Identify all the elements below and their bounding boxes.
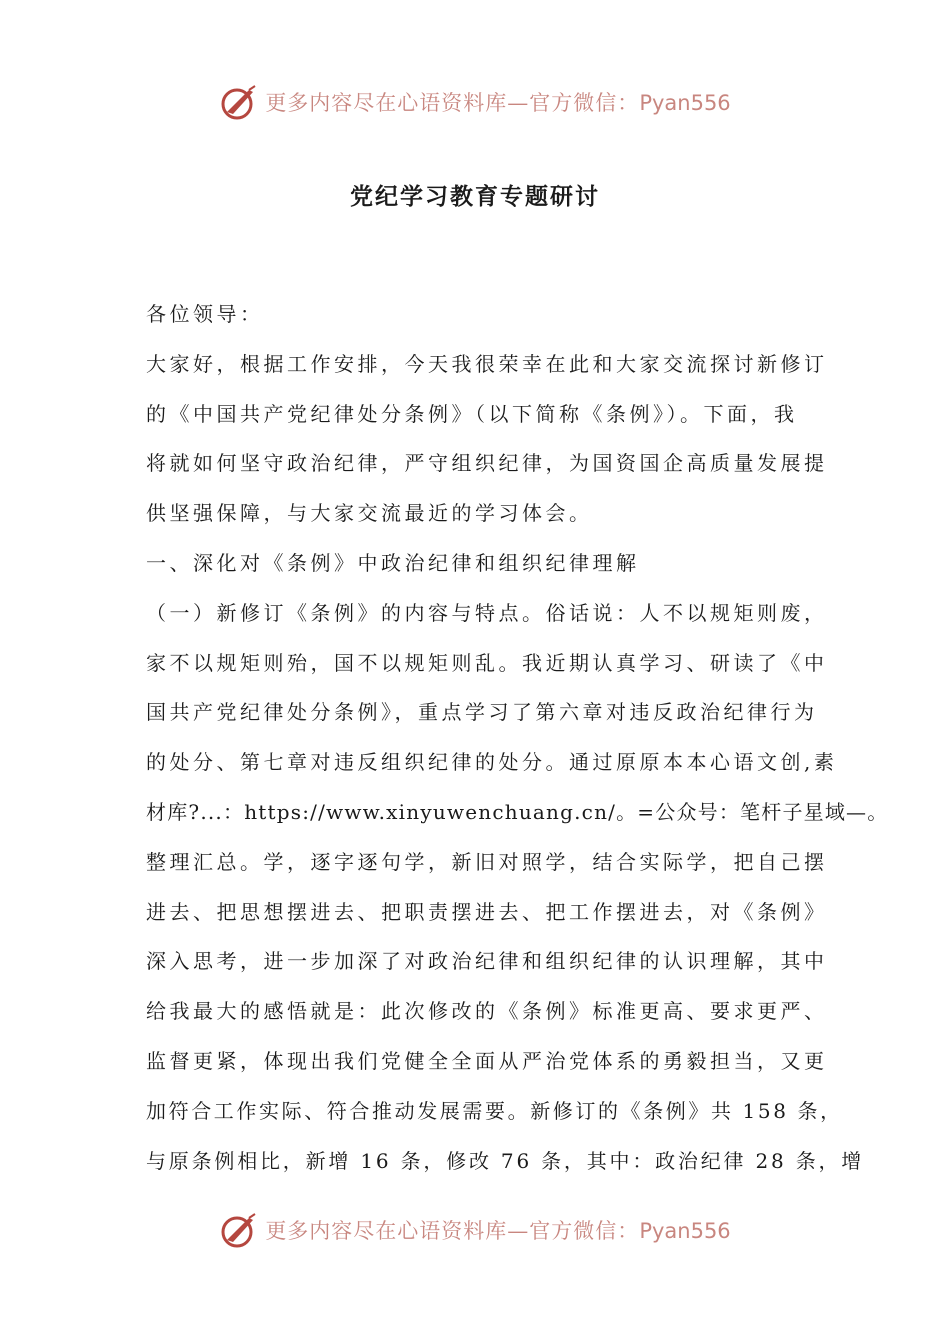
body-line: 与原条例相比，新增 16 条，修改 76 条，其中：政治纪律 28 条，增	[146, 1148, 865, 1173]
body-line: 给我最大的感悟就是：此次修改的《条例》标准更高、要求更严、	[146, 999, 828, 1024]
body-line: 整理汇总。学，逐字逐句学，新旧对照学，结合实际学，把自己摆	[146, 849, 828, 874]
header-banner	[0, 80, 950, 124]
body-line: 加符合工作实际、符合推动发展需要。新修订的《条例》共 158 条，	[146, 1098, 843, 1123]
body-line: 将就如何坚守政治纪律，严守组织纪律，为国资国企高质量发展提	[146, 451, 828, 476]
banner-main-text: 更多内容尽在心语资料库—官方微信：	[265, 91, 640, 115]
body-line: 深入思考，进一步加深了对政治纪律和组织纪律的认识理解，其中	[146, 949, 828, 974]
body-line: （一）新修订《条例》的内容与特点。俗话说：人不以规矩则废，	[146, 600, 828, 625]
banner-text	[265, 1215, 730, 1245]
body-line: 国共产党纪律处分条例》，重点学习了第六章对违反政治纪律行为	[146, 700, 818, 725]
body-line: 监督更紧，体现出我们党健全全面从严治党体系的勇毅担当，又更	[146, 1048, 828, 1073]
section-heading: 一、深化对《条例》中政治纪律和组织纪律理解	[146, 550, 640, 575]
body-line: 进去、把思想摆进去、把职责摆进去、把工作摆进去，对《条例》	[146, 899, 828, 924]
document-title: 党纪学习教育专题研讨	[350, 184, 600, 210]
banner-main-text: 更多内容尽在心语资料库—官方微信：	[265, 1219, 640, 1243]
footer-banner	[0, 1208, 950, 1252]
wechat-id: Pyan556	[639, 91, 731, 115]
wechat-id: Pyan556	[639, 1219, 731, 1243]
body-line: 家不以规矩则殆，国不以规矩则乱。我近期认真学习、研读了《中	[146, 650, 828, 675]
banner-text	[265, 87, 730, 117]
body-line: 各位领导：	[146, 302, 264, 326]
pen-swirl-logo-icon	[219, 1210, 259, 1250]
document-body	[146, 293, 889, 1189]
body-line: 的《中国共产党纪律处分条例》（以下简称《条例》）。下面，我	[146, 401, 798, 426]
body-line: 大家好，根据工作安排，今天我很荣幸在此和大家交流探讨新修订	[146, 351, 828, 376]
body-line: 供坚强保障，与大家交流最近的学习体会。	[146, 501, 593, 526]
pen-swirl-logo-icon	[219, 82, 259, 122]
body-line: 的处分、第七章对违反组织纪律的处分。通过原原本本心语文创,素	[146, 750, 838, 775]
body-line-with-url: 材库?...：https://www.xinyuwenchuang.cn/。=公众号：笔杆子星域—。	[146, 799, 889, 824]
